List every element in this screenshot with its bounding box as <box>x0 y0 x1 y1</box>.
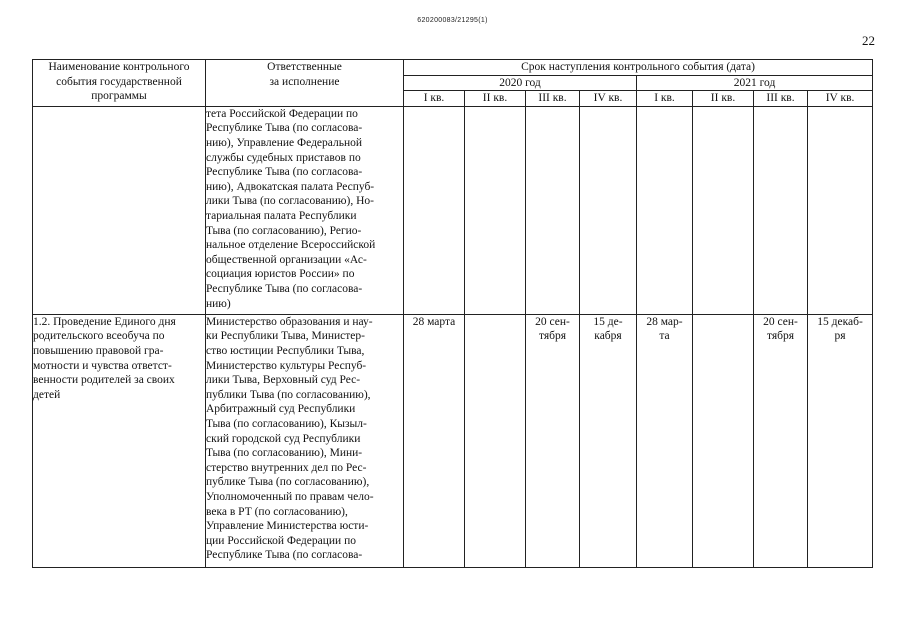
quarter-header: III кв. <box>754 91 808 107</box>
date-cell: 28 мар- та <box>637 314 693 567</box>
table-row <box>33 106 873 314</box>
event-name <box>33 106 206 314</box>
quarter-header: I кв. <box>404 91 465 107</box>
date-cell <box>808 106 873 314</box>
date-cell <box>465 314 526 567</box>
control-events-table <box>32 59 873 568</box>
document-id: 620200083/21295(1) <box>417 17 488 24</box>
date-cell <box>754 106 808 314</box>
header-year-2020: 2020 год <box>404 75 637 91</box>
header-name: Наименование контрольного события государственной программы <box>33 60 206 107</box>
date-cell <box>693 314 754 567</box>
quarter-header: IV кв. <box>808 91 873 107</box>
date-cell <box>637 106 693 314</box>
quarter-header: II кв. <box>693 91 754 107</box>
quarter-header: II кв. <box>465 91 526 107</box>
quarter-header: III кв. <box>526 91 580 107</box>
responsible-text: тета Российской Федерации по Республике Тыва (по согласова- нию), Управление Федеральной службы судебных приставов по Республике Тыва (по согласова- нию), Адвокатская палата Респуб- лики Тыва (по согласованию), Но- тариальная палата Республики Тыва (по согласованию), Регио- нальное отделение Всероссийской общественной организации «Ас- социация юристов России» по Республике Тыва (по согласова- нию) <box>206 106 404 314</box>
date-cell <box>580 106 637 314</box>
table-row <box>33 314 873 567</box>
header-deadline: Срок наступления контрольного события (дата) <box>404 60 873 76</box>
page-number: 22 <box>862 33 875 48</box>
date-cell <box>693 106 754 314</box>
date-cell: 15 де- кабря <box>580 314 637 567</box>
event-name: 1.2. Проведение Единого дня родительского всеобуча по повышению правовой гра- мотности и чувства ответст- венности родителей за своих детей <box>33 314 206 567</box>
date-cell <box>465 106 526 314</box>
header-year-2021: 2021 год <box>637 75 873 91</box>
date-cell: 20 сен- тября <box>754 314 808 567</box>
date-cell: 28 марта <box>404 314 465 567</box>
date-cell: 20 сен- тября <box>526 314 580 567</box>
header-row <box>33 60 873 76</box>
responsible-text: Министерство образования и нау- ки Республики Тыва, Министер- ство юстиции Республики Тыва, Министерство культуры Респуб- лики Тыва, Верховный суд Рес- публики Тыва (по согласованию), Арбитражный суд Республики Тыва (по согласованию), Кызыл- ский городской суд Республики Тыва (по согласованию), Мини- стерство внутренних дел по Рес- публике Тыва (по согласованию), Уполномоченный по правам чело- века в РТ (по согласованию), Управление Министерства юсти- ции Российской Федерации по Республике Тыва (по согласова- <box>206 314 404 567</box>
quarter-header: I кв. <box>637 91 693 107</box>
date-cell <box>526 106 580 314</box>
quarter-header: IV кв. <box>580 91 637 107</box>
date-cell <box>404 106 465 314</box>
date-cell: 15 декаб- ря <box>808 314 873 567</box>
header-responsible: Ответственные за исполнение <box>206 60 404 107</box>
